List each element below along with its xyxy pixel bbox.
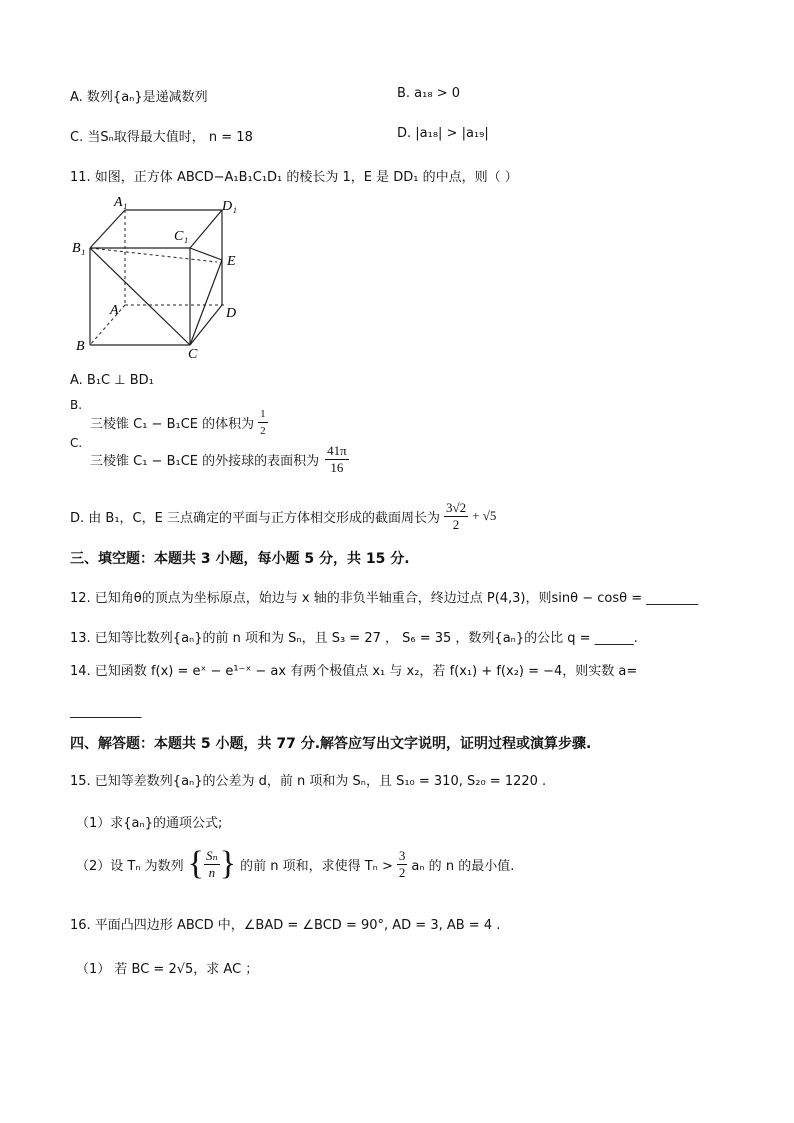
- option-11d-text: D. 由 B₁，C，E 三点确定的平面与正方体相交形成的截面周长为: [70, 510, 440, 526]
- option-11c-letter: C.: [70, 436, 83, 450]
- q15-part2-pre: （2）设 Tₙ 为数列: [76, 858, 184, 874]
- label-e: E: [227, 254, 236, 269]
- option-11d-tail: + √5: [472, 508, 497, 523]
- right-brace: }: [219, 845, 237, 882]
- label-b1: B₁: [72, 241, 86, 256]
- q15-part2-mid: 的前 n 项和，求使得 Tₙ >: [240, 858, 393, 874]
- question-16-part1: （1） 若 BC = 2√5，求 AC ；: [76, 962, 259, 977]
- option-11c: [90, 434, 349, 484]
- label-b: B: [76, 339, 85, 354]
- question-16-stem: 16. 平面凸四边形 ABCD 中，∠BAD = ∠BCD = 90°, AD = 3, AB = 4 .: [70, 918, 501, 933]
- cube-figure: [70, 190, 250, 365]
- fraction-3sqrt2-2: $\frac{3√2}{2}$: [445, 499, 467, 532]
- label-c: C: [188, 347, 198, 362]
- sequence-braces: [188, 847, 236, 881]
- fraction-one-half: $\frac{1}{2}$: [260, 407, 266, 437]
- option-10a: A. 数列{aₙ}是递减数列: [70, 90, 208, 105]
- fraction-sn-n: $\frac{\text{Sₙ}}{n}$: [206, 847, 218, 880]
- label-c1: C₁: [174, 229, 189, 244]
- question-13: 13. 已知等比数列{aₙ}的前 n 项和为 Sₙ，且 S₃ = 27 ， S₆ = 35 ，数列{aₙ}的公比 q = ______.: [70, 631, 638, 646]
- question-14-blank: ___________: [70, 704, 142, 719]
- label-d1: D₁: [222, 199, 237, 214]
- question-15-part1: （1）求{aₙ}的通项公式;: [76, 816, 223, 831]
- section-3-title: 三、填空题：本题共 3 小题，每小题 5 分，共 15 分.: [70, 551, 410, 567]
- option-10d: D. |a₁₈| > |a₁₉|: [397, 126, 489, 141]
- question-12: 12. 已知角θ的顶点为坐标原点，始边与 x 轴的非负半轴重合，终边过点 P(4,3)，则sinθ − cosθ = ________: [70, 591, 699, 606]
- question-14: 14. 已知函数 f(x) = eˣ − e¹⁻ˣ − ax 有两个极值点 x₁ 与 x₂，若 f(x₁) + f(x₂) = −4，则实数 a=: [70, 664, 638, 679]
- option-10b: B. a₁₈ > 0: [397, 86, 461, 101]
- fraction-three-half: $\frac{3}{2}$: [398, 847, 406, 880]
- question-15-part2: [76, 836, 514, 892]
- option-11b-text: 三棱锥 C₁ − B₁CE 的体积为: [90, 416, 255, 432]
- section-4-title: 四、解答题：本题共 5 小题，共 77 分.解答应写出文字说明，证明过程或演算步骤.: [70, 736, 592, 752]
- label-a1: A₁: [114, 195, 128, 210]
- option-11b-letter: B.: [70, 398, 83, 412]
- question-11-stem: 11. 如图，正方体 ABCD−A₁B₁C₁D₁ 的棱长为 1，E 是 DD₁ 的中点，则（ ）: [70, 170, 518, 185]
- option-10c: C. 当Sₙ取得最大值时， n = 18: [70, 130, 253, 145]
- option-11a: A. B₁C ⊥ BD₁: [70, 373, 154, 388]
- q15-part2-post: aₙ 的 n 的最小值.: [411, 858, 515, 874]
- label-d: D: [226, 306, 237, 321]
- option-11d: [70, 496, 496, 536]
- label-a: A: [110, 303, 119, 318]
- fraction-41pi-16: $\frac{41\pi}{16}$: [327, 442, 347, 475]
- option-11c-text: 三棱锥 C₁ − B₁CE 的外接球的表面积为: [90, 453, 320, 469]
- left-brace: {: [187, 845, 204, 882]
- question-15-stem: 15. 已知等差数列{aₙ}的公差为 d，前 n 项和为 Sₙ，且 S₁₀ = 310, S₂₀ = 1220 .: [70, 774, 547, 789]
